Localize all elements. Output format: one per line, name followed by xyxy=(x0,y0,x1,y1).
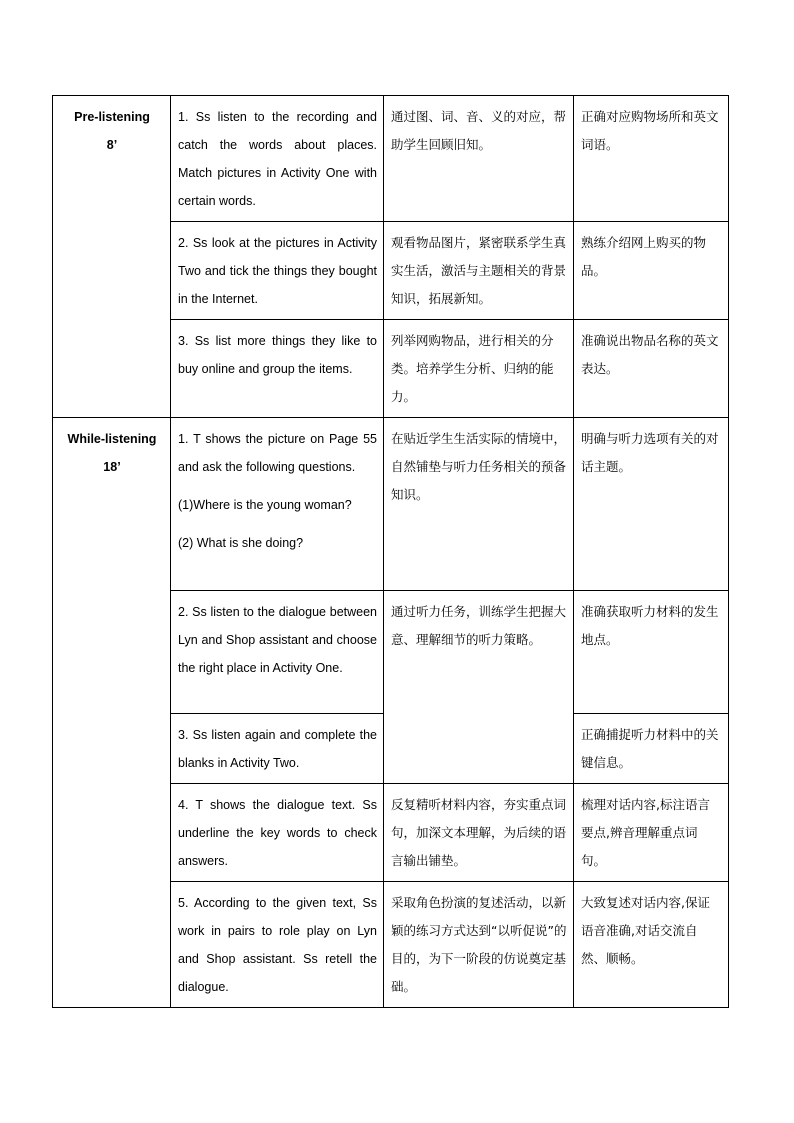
design-intent: 反复精听材料内容，夯实重点词句，加深文本理解，为后续的语言输出铺垫。 xyxy=(384,784,574,882)
learning-goal: 准确获取听力材料的发生地点。 xyxy=(574,591,729,714)
activity-text: 3. Ss listen again and complete the blanks in Activity Two. xyxy=(171,714,384,784)
learning-goal: 梳理对话内容,标注语言要点,辨音理解重点词句。 xyxy=(574,784,729,882)
question-2: (2) What is she doing? xyxy=(178,536,304,550)
table-row xyxy=(53,96,729,222)
learning-goal: 明确与听力选项有关的对话主题。 xyxy=(574,418,729,591)
lesson-plan-table xyxy=(52,95,729,1008)
question-1: (1)Where is the young woman? xyxy=(178,498,352,512)
design-intent: 在贴近学生生活实际的情境中，自然铺垫与听力任务相关的预备知识。 xyxy=(384,418,574,591)
activity-text: 2. Ss look at the pictures in Activity Two and tick the things they bought in the Internet. xyxy=(171,222,384,320)
activity-text: 3. Ss list more things they like to buy online and group the items. xyxy=(171,320,384,418)
learning-goal: 正确对应购物场所和英文词语。 xyxy=(574,96,729,222)
design-intent: 通过听力任务，训练学生把握大意、理解细节的听力策略。 xyxy=(384,591,574,784)
stage-time: 18’ xyxy=(103,460,121,474)
design-intent: 观看物品图片，紧密联系学生真实生活，激活与主题相关的背景知识，拓展新知。 xyxy=(384,222,574,320)
table-row xyxy=(53,418,729,591)
learning-goal: 准确说出物品名称的英文表达。 xyxy=(574,320,729,418)
stage-name: While-listening xyxy=(67,432,157,446)
design-intent: 采取角色扮演的复述活动，以新颖的练习方式达到“以听促说”的目的，为下一阶段的仿说奠定基础。 xyxy=(384,882,574,1008)
activity-text: 2. Ss listen to the dialogue between Lyn and Shop assistant and choose the right place in Activity One. xyxy=(171,591,384,714)
activity-text: 1. Ss listen to the recording and catch the words about places. Match pictures in Activity One with certain words. xyxy=(171,96,384,222)
learning-goal: 大致复述对话内容,保证语音准确,对话交流自然、顺畅。 xyxy=(574,882,729,1008)
stage-cell xyxy=(53,96,171,418)
activity-text: 5. According to the given text, Ss work in pairs to role play on Lyn and Shop assistant. Ss retell the dialogue. xyxy=(171,882,384,1008)
learning-goal: 正确捕捉听力材料中的关键信息。 xyxy=(574,714,729,784)
stage-cell xyxy=(53,418,171,1008)
stage-time: 8’ xyxy=(106,138,118,152)
activity-text: 4. T shows the dialogue text. Ss underline the key words to check answers. xyxy=(171,784,384,882)
design-intent: 通过图、词、音、义的对应，帮助学生回顾旧知。 xyxy=(384,96,574,222)
stage-name: Pre-listening xyxy=(74,110,150,124)
learning-goal: 熟练介绍网上购买的物品。 xyxy=(574,222,729,320)
activity-text xyxy=(171,418,384,591)
activity-text-main: 1. T shows the picture on Page 55 and ask the following questions. xyxy=(178,432,377,474)
design-intent: 列举网购物品，进行相关的分类。培养学生分析、归纳的能力。 xyxy=(384,320,574,418)
